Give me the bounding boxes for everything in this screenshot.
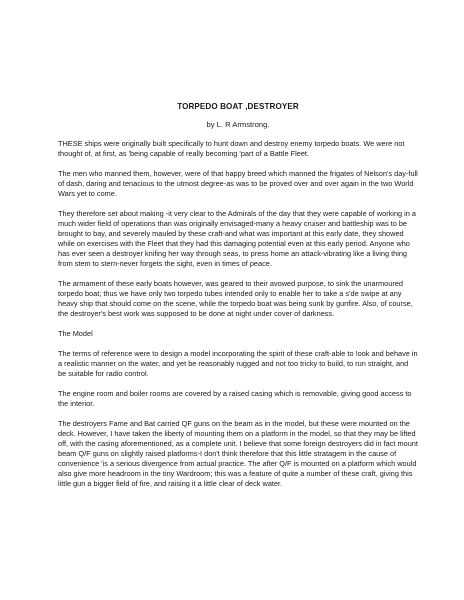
section-heading-model: The Model: [58, 329, 93, 338]
paragraph-armament: The armament of these early boats however, was geared to their avowed purpose, to sink the unarmoured torpedo boat; thus we have only two torpedo tubes intended only to enable her to take a s'de swipe at any heavy ship that should come on the scene, while the torpedo boat was being sunk by gunfire. Also, of course, the destroyer's best work was supposed to be done at night under cover of darkness.: [58, 279, 413, 318]
paragraph-crew: The men who manned them, however, were of that happy breed which manned the frigates of Nelson's day-full of dash, daring and tenacious to the utmost degree-as was to be proved over and over again in the two World Wars yet to come.: [58, 169, 418, 198]
paragraph-terms: The terms of reference were to design a model incorporating the spirit of these craft-able to !ook and behave in a realistic manner on the water, and yet be reasonably rugged and not too tricky to build, to run straight, and be suitable for radio control.: [58, 349, 418, 378]
paragraph-intro: THESE ships were originally built specifically to hunt down and destroy enemy torpedo boats. We were not thought of, at first, as 'being capable of really becoming 'part of a Battle Fleet.: [58, 139, 405, 158]
document-title: TORPEDO BOAT ,DESTROYER: [177, 102, 299, 111]
document-author: by L. R Armstrong.: [206, 120, 270, 129]
document-body: [58, 102, 418, 499]
paragraph-guns: The destroyers Fame and Bat carried QF guns on the beam as in the model, but these were mounted on the deck. However, I have taken the liberty of mounting them on a platform in the model, so that they may be lifted off, with the casing aforementioned, as a complete unit. I believe that some foreign destroyers did in fact mount beam Q/F guns on slightly raised platforms-I don't think therefore that this little stratagem in the cause of convenience 'is a serious divergence from actual practice. The after Q/F is mounted on a platform which would also give more headroom in the tiny Wardroom; this was a feature of quite a number of these craft, giving this little gun a bigger field of fire, and raising it a little clear of deck water.: [58, 419, 418, 488]
paragraph-operations: They therefore set about making -it very clear to the Admirals of the day that they were capable of working in a much wider field of operations than was originally envisaged-many a heavy cruiser and battleship was to be brought to bay, and severely mauled by these craft-and what was important at this early date, they showed while on exercises with the Fleet that they had this damaging potential even at this early period. Anyone who has ever seen a destroyer knifing her way through seas, to press home an attack-vibrating like a living thing from stem to stern-never forgets the sight, even in times of peace.: [58, 209, 416, 268]
paragraph-engine-room: The engine room and boiler rooms are covered by a raised casing which is removable, giving good access to the interior.: [58, 389, 412, 408]
